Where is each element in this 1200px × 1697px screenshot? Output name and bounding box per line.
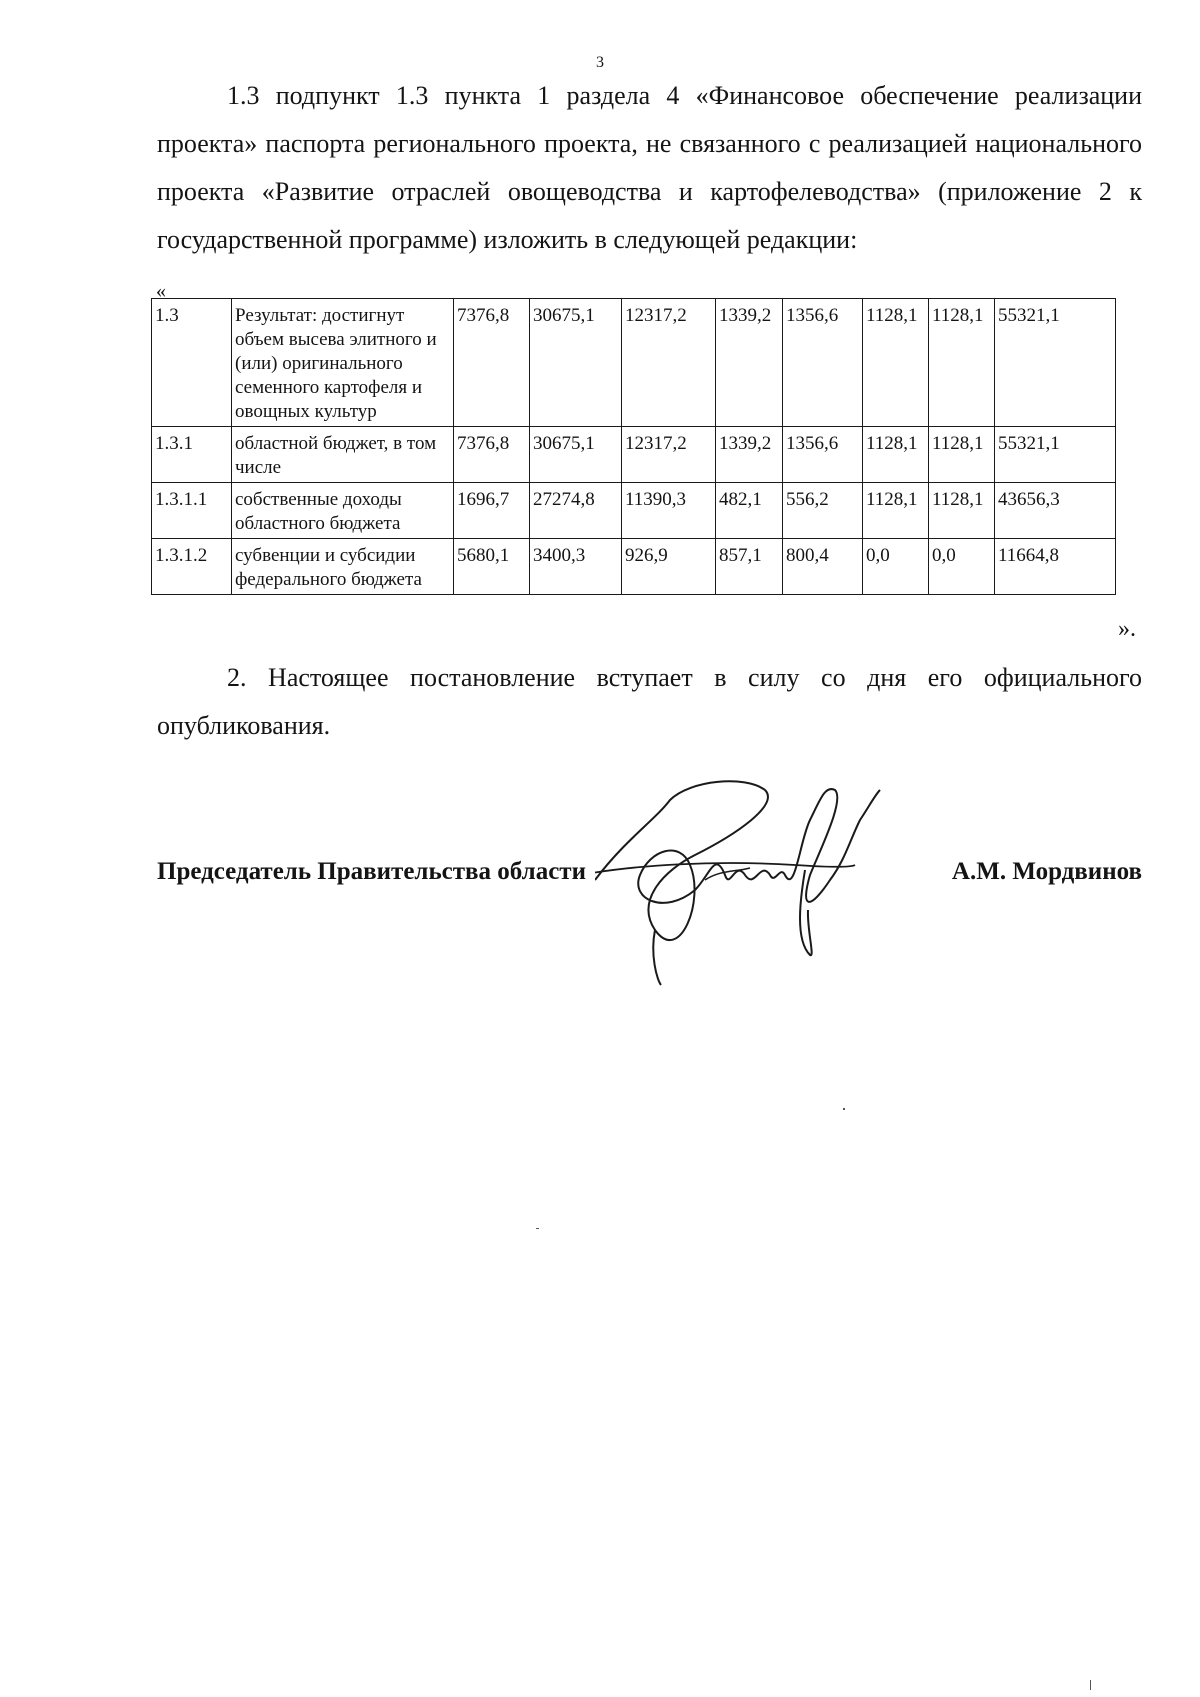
row-code-cell: 1.3 xyxy=(152,299,232,427)
signatory-title: Председатель Правительства области xyxy=(157,858,586,885)
scan-speck xyxy=(1090,1680,1091,1690)
value-cell: 7376,8 xyxy=(454,299,530,427)
row-name-cell: областной бюджет, в том числе xyxy=(232,427,454,483)
scan-speck xyxy=(843,1108,845,1110)
table-row xyxy=(152,427,1116,483)
value-cell: 55321,1 xyxy=(995,299,1116,427)
row-name-cell: субвенции и субсидии федерального бюджета xyxy=(232,539,454,595)
value-cell: 11390,3 xyxy=(622,483,716,539)
effective-date-paragraph: 2. Настоящее постановление вступает в силу со дня его официального опубликования. xyxy=(157,663,1142,740)
table-row xyxy=(152,539,1116,595)
value-cell: 7376,8 xyxy=(454,427,530,483)
value-cell: 55321,1 xyxy=(995,427,1116,483)
row-name-cell: Результат: достигнут объем высева элитного и (или) оригинального семенного картофеля и овощных культур xyxy=(232,299,454,427)
value-cell: 1339,2 xyxy=(716,427,783,483)
value-cell: 27274,8 xyxy=(530,483,622,539)
value-cell: 1356,6 xyxy=(783,299,863,427)
value-cell: 12317,2 xyxy=(622,299,716,427)
value-cell: 1128,1 xyxy=(929,299,995,427)
value-cell: 1128,1 xyxy=(929,483,995,539)
value-cell: 556,2 xyxy=(783,483,863,539)
value-cell: 43656,3 xyxy=(995,483,1116,539)
row-code-cell: 1.3.1 xyxy=(152,427,232,483)
scan-speck xyxy=(536,1228,539,1229)
table-row xyxy=(152,299,1116,427)
value-cell: 1128,1 xyxy=(863,483,929,539)
signatory-name: А.М. Мордвинов xyxy=(951,858,1142,885)
value-cell: 0,0 xyxy=(863,539,929,595)
row-name-cell: собственные доходы областного бюджета xyxy=(232,483,454,539)
value-cell: 30675,1 xyxy=(530,299,622,427)
row-code-cell: 1.3.1.1 xyxy=(152,483,232,539)
value-cell: 12317,2 xyxy=(622,427,716,483)
value-cell: 1696,7 xyxy=(454,483,530,539)
value-cell: 1339,2 xyxy=(716,299,783,427)
value-cell: 1128,1 xyxy=(863,299,929,427)
value-cell: 800,4 xyxy=(783,539,863,595)
page-number: 3 xyxy=(596,54,604,71)
value-cell: 30675,1 xyxy=(530,427,622,483)
financing-table xyxy=(151,298,1116,595)
amendment-paragraph: 1.3 подпункт 1.3 пункта 1 раздела 4 «Финансовое обеспечение реализации проекта» паспорта регионального проекта, не связанного с реализацией национального проекта «Развитие отраслей овощеводства и картофелеводства» (приложение 2 к государственной программе) изложить в следующей редакции: xyxy=(157,81,1142,254)
value-cell: 482,1 xyxy=(716,483,783,539)
value-cell: 1356,6 xyxy=(783,427,863,483)
value-cell: 0,0 xyxy=(929,539,995,595)
row-code-cell: 1.3.1.2 xyxy=(152,539,232,595)
table-close-quote: ». xyxy=(1118,616,1136,642)
value-cell: 1128,1 xyxy=(929,427,995,483)
value-cell: 926,9 xyxy=(622,539,716,595)
handwritten-signature xyxy=(595,780,915,990)
value-cell: 5680,1 xyxy=(454,539,530,595)
table-row xyxy=(152,483,1116,539)
value-cell: 11664,8 xyxy=(995,539,1116,595)
value-cell: 1128,1 xyxy=(863,427,929,483)
value-cell: 857,1 xyxy=(716,539,783,595)
value-cell: 3400,3 xyxy=(530,539,622,595)
table-open-quote: « xyxy=(156,280,166,302)
